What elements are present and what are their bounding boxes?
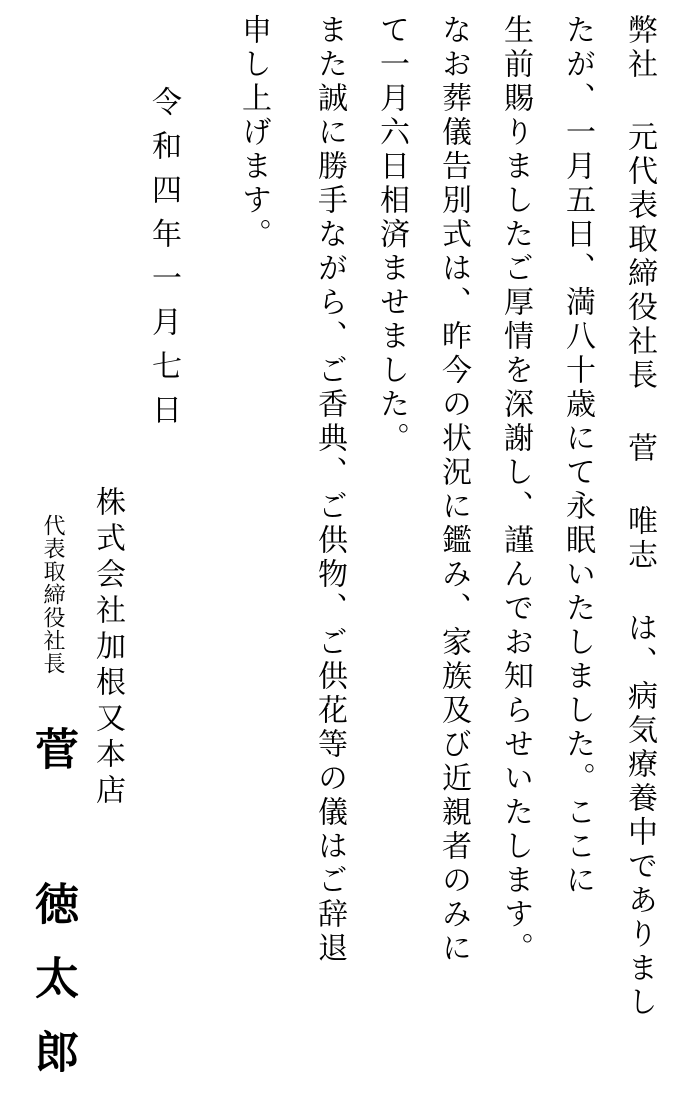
- notice-line: また誠に勝手ながら、ご香典、ご供物、ご供花等の儀はご辞退: [312, 14, 347, 966]
- notice-line: たが、一月五日、満八十歳にて永眠いたしました。ここに: [560, 14, 595, 898]
- signer-title: 代表取締役社長: [40, 514, 65, 675]
- notice-line: 生前賜りましたご厚情を深謝し、謹んでお知らせいたします。: [498, 14, 533, 966]
- notice-line: 申し上げます。: [236, 14, 271, 252]
- notice-line: なお葬儀告別式は、昨今の状況に鑑み、家族及び近親者のみに: [436, 14, 471, 966]
- signer-name: 菅 徳太郎: [27, 726, 78, 1103]
- notice-line: 弊社 元代表取締役社長 菅 唯志 は、病気療養中でありまし: [622, 14, 657, 1020]
- notice-date: 令和四年一月七日: [146, 86, 181, 438]
- company-name: 株式会社加根又本店: [90, 486, 125, 810]
- notice-line: て一月六日相済ませました。: [374, 14, 409, 456]
